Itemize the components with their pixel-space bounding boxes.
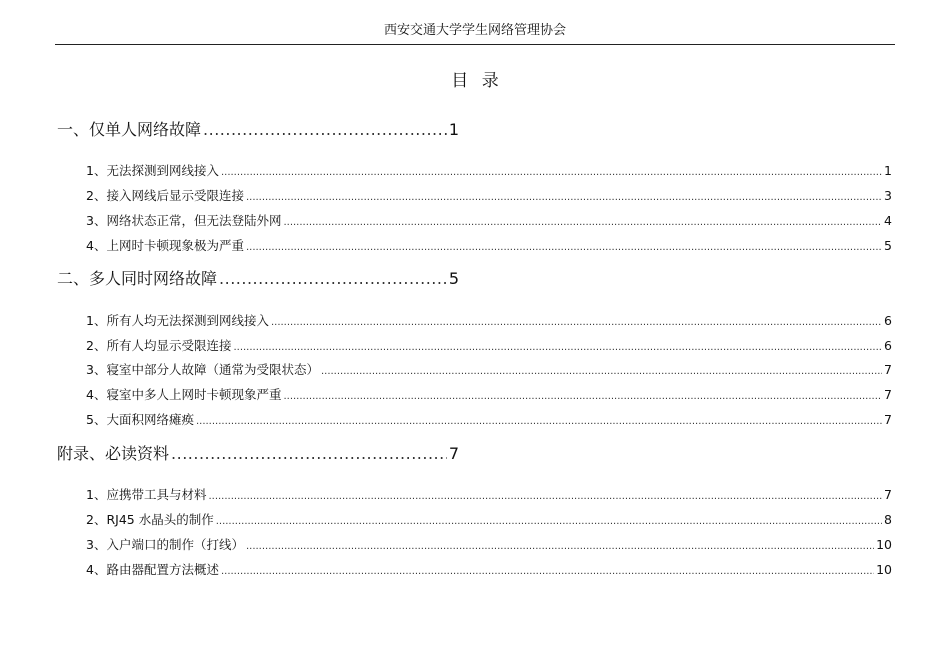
toc-section-label: 附录、必读资料 [57, 444, 170, 463]
toc-item-label: 3、网络状态正常，但无法登陆外网 [86, 213, 282, 228]
dot-leader [171, 442, 447, 466]
toc-item[interactable] [86, 511, 892, 529]
toc-item[interactable] [86, 536, 892, 554]
toc-item-label: 2、接入网线后显示受限连接 [86, 188, 244, 203]
toc-item[interactable] [86, 162, 892, 180]
toc-section-1[interactable] [57, 118, 459, 142]
dot-leader [196, 411, 882, 431]
toc-section-2[interactable] [57, 267, 459, 291]
dot-leader [271, 312, 882, 332]
toc-section-label: 一、仅单人网络故障 [57, 120, 202, 139]
toc-page-number: 7 [884, 387, 892, 402]
running-header: 西安交通大学学生网络管理协会 [383, 23, 566, 38]
dot-leader [283, 212, 882, 232]
dot-leader [233, 337, 882, 357]
toc-page-number: 7 [884, 362, 892, 377]
toc-page-number: 5 [884, 238, 892, 253]
toc-item[interactable] [86, 237, 892, 255]
toc-page-number: 7 [448, 444, 459, 463]
toc-page-number: 6 [884, 338, 892, 353]
dot-leader [221, 162, 882, 182]
toc-section-appendix[interactable] [57, 442, 459, 466]
toc-item[interactable] [86, 386, 892, 404]
dot-leader [321, 361, 882, 381]
toc-page-number: 3 [884, 188, 892, 203]
toc-item-label: 1、应携带工具与材料 [86, 487, 207, 502]
toc-item-label: 5、大面积网络瘫痪 [86, 412, 194, 427]
toc-item-label: 4、寝室中多人上网时卡顿现象严重 [86, 387, 282, 402]
dot-leader [216, 511, 882, 531]
dot-leader [246, 536, 874, 556]
toc-page-number: 8 [884, 512, 892, 527]
dot-leader [219, 267, 447, 291]
toc-page-number: 7 [884, 487, 892, 502]
toc-page-number: 1 [448, 120, 459, 139]
toc-item-label: 3、入户端口的制作（打线） [86, 537, 244, 552]
toc-item-label: 2、所有人均显示受限连接 [86, 338, 232, 353]
toc-item-label: 1、无法探测到网线接入 [86, 163, 219, 178]
toc-page-number: 6 [884, 313, 892, 328]
toc-item-label: 4、路由器配置方法概述 [86, 562, 219, 577]
dot-leader [246, 237, 882, 257]
toc-page-number: 10 [876, 562, 892, 577]
dot-leader [246, 187, 882, 207]
toc-page-number: 1 [884, 163, 892, 178]
toc-item-label: 4、上网时卡顿现象极为严重 [86, 238, 244, 253]
toc-item-label: 1、所有人均无法探测到网线接入 [86, 313, 269, 328]
toc-page-number: 7 [884, 412, 892, 427]
toc-item[interactable] [86, 561, 892, 579]
dot-leader [221, 561, 874, 581]
toc-page-number: 4 [884, 213, 892, 228]
toc-item-label: 2、RJ45 水晶头的制作 [86, 512, 214, 527]
toc-item[interactable] [86, 187, 892, 205]
toc-item[interactable] [86, 486, 892, 504]
toc-title: 目录 [451, 71, 513, 91]
toc-item[interactable] [86, 212, 892, 230]
toc-section-label: 二、多人同时网络故障 [57, 269, 218, 288]
toc-item[interactable] [86, 361, 892, 379]
dot-leader [208, 486, 882, 506]
dot-leader [283, 386, 882, 406]
toc-item[interactable] [86, 411, 892, 429]
toc-item[interactable] [86, 312, 892, 330]
toc-item[interactable] [86, 337, 892, 355]
toc-page-number: 5 [448, 269, 459, 288]
toc-item-label: 3、寝室中部分人故障（通常为受限状态） [86, 362, 319, 377]
dot-leader [203, 118, 447, 142]
toc-page-number: 10 [876, 537, 892, 552]
